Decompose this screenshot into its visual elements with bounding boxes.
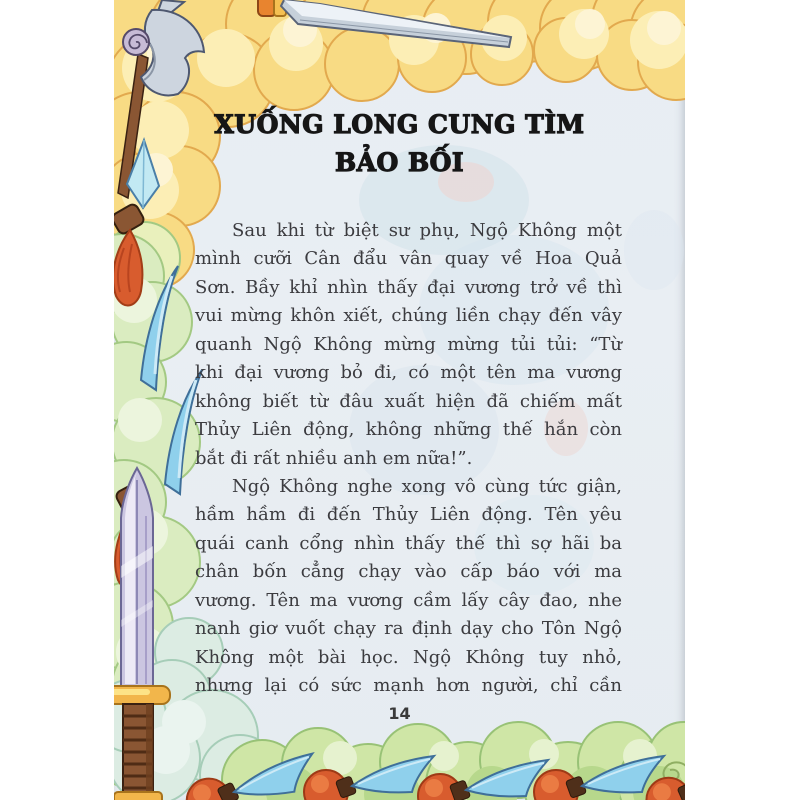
text-line: vui mừng khôn xiết, chúng liền chạy đến vây — [195, 305, 622, 327]
chapter-title-line2: BẢO BỐI — [334, 148, 465, 177]
body-text — [195, 217, 622, 700]
text-line: hầm hầm đi đến Thủy Liên động. Tên yêu — [195, 504, 622, 526]
text-line: vương. Tên ma vương cầm lấy cây đao, nhe — [195, 589, 622, 611]
text-line: quanh Ngộ Không mừng mừng tủi tủi: “Từ — [195, 333, 622, 355]
text-line: Sau khi từ biệt sư phụ, Ngộ Không một — [232, 220, 622, 241]
text-line: Thủy Liên động, không những thế hắn còn — [195, 419, 622, 441]
chapter-title-line1: XUỐNG LONG CUNG TÌM — [214, 110, 585, 139]
text-line: khi đại vương bỏ đi, có một tên ma vương — [195, 362, 622, 384]
chapter-title — [114, 106, 685, 182]
text-line: bắt đi rất nhiều anh em nữa!”. — [195, 447, 473, 469]
text-line: chân bốn cẳng chạy vào cấp báo với ma — [195, 561, 622, 583]
text-line: quái canh cổng nhìn thấy thế thì sợ hãi ba — [195, 532, 622, 554]
text-line: mình cưỡi Cân đẩu vân quay về Hoa Quả — [195, 248, 622, 270]
text-line: Ngộ Không nghe xong vô cùng tức giận, — [232, 475, 622, 497]
book-page — [114, 0, 685, 800]
text-line: nanh giơ vuốt chạy ra định dạy cho Tôn Ngộ — [195, 618, 622, 640]
page-number: 14 — [388, 704, 411, 723]
text-line: Không một bài học. Ngộ Không tuy nhỏ, — [195, 646, 622, 668]
text-line: nhưng lại có sức mạnh hơn người, chỉ cần — [195, 675, 622, 696]
text-line: Sơn. Bầy khỉ nhìn thấy đại vương trở về thì — [195, 276, 622, 298]
text-line: không biết từ đâu xuất hiện đã chiếm mất — [195, 390, 622, 412]
